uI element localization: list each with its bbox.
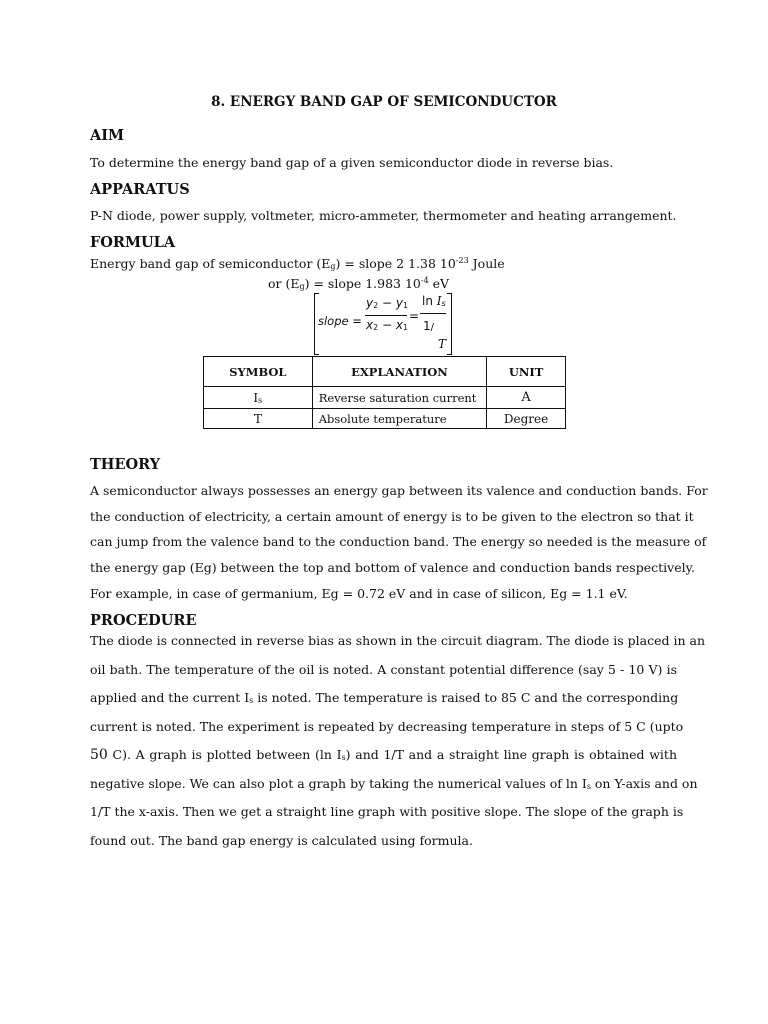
slope-formula — [314, 293, 452, 353]
procedure-line: oil bath. The temperature of the oil is noted. A constant potential difference (say 5 - 10 V) is — [90, 661, 677, 677]
procedure-line: The diode is connected in reverse bias as shown in the circuit diagram. The diode is placed in an — [90, 633, 706, 648]
fraction-line-2 — [420, 313, 446, 314]
unit-cell: Degree — [487, 409, 566, 429]
apparatus-heading: APPARATUS — [90, 181, 190, 198]
formula-heading: FORMULA — [90, 234, 176, 251]
right-bracket — [447, 293, 452, 355]
aim-heading: AIM — [90, 127, 125, 144]
procedure-line: current is noted. The experiment is repeated by decreasing temperature in steps of 5 C (upto — [90, 718, 684, 734]
symbol-table — [203, 356, 566, 429]
explanation-cell: Absolute temperature — [312, 409, 486, 429]
ln-is-numerator: $\ln I_s$ — [422, 294, 446, 308]
aim-text: To determine the energy band gap of a given semiconductor diode in reverse bias. — [90, 155, 614, 170]
table-row — [204, 409, 566, 429]
procedure-line: 1/T the x-axis. Then we get a straight line graph with positive slope. The slope of the graph is — [90, 804, 684, 819]
slope-numerator: $y_2 - y_1$ — [366, 296, 409, 310]
t-variable: T — [438, 337, 447, 351]
theory-line: the conduction of electricity, a certain amount of energy is to be given to the electron so that it — [90, 508, 694, 524]
explanation-cell: Reverse saturation current — [312, 387, 486, 409]
apparatus-text: P-N diode, power supply, voltmeter, micro-ammeter, thermometer and heating arrangement. — [90, 208, 677, 223]
procedure-heading: PROCEDURE — [90, 612, 197, 629]
header-symbol: SYMBOL — [204, 357, 313, 387]
fraction-line-1 — [365, 315, 407, 316]
formula-line-joule: Energy band gap of semiconductor $(E_g)$ = slope 2 1.38 $10^{-23}$ Joule — [90, 256, 505, 271]
slope-denominator: $x_2 - x_1$ — [366, 318, 409, 332]
slope-label: slope = — [318, 314, 362, 328]
header-explanation: EXPLANATION — [312, 357, 486, 387]
symbol-cell: T — [204, 409, 313, 429]
procedure-line: found out. The band gap energy is calculated using formula. — [90, 832, 473, 848]
formula-line-ev: or $(E_g)$ = slope 1.983 $10^{-4}$ eV — [268, 276, 450, 291]
procedure-line: applied and the current $I_s$ is noted. The temperature is raised to 85 C and the corresponding — [90, 690, 679, 705]
theory-line: can jump from the valence band to the conduction band. The energy so needed is the measure of — [90, 534, 707, 550]
one-over-t: 1/ — [423, 319, 435, 333]
symbol-cell: $I_s$ — [204, 387, 313, 409]
procedure-line: negative slope. We can also plot a graph by taking the numerical values of $\ln I_s$ on Y-axis and on — [90, 775, 698, 791]
theory-heading: THEORY — [90, 456, 161, 473]
page-title: 8. ENERGY BAND GAP OF SEMICONDUCTOR — [211, 94, 557, 110]
table-header-row — [204, 357, 566, 387]
table-row — [204, 387, 566, 409]
procedure-line: 50 C). A graph is plotted between (ln $I_s$) and 1/T and a straight line graph is obtained with — [90, 747, 677, 763]
theory-line: A semiconductor always possesses an energy gap between its valence and conduction bands. For — [90, 483, 708, 498]
procedure-paragraph — [90, 627, 706, 855]
header-unit: UNIT — [487, 357, 566, 387]
theory-line: For example, in case of germanium, Eg = 0.72 eV and in case of silicon, Eg = 1.1 eV. — [90, 585, 628, 601]
unit-cell: A — [487, 387, 566, 409]
theory-line: the energy gap (Eg) between the top and bottom of valence and conduction bands respectively. — [90, 560, 695, 576]
slope-equals: = — [409, 309, 420, 323]
theory-paragraph — [90, 478, 708, 606]
